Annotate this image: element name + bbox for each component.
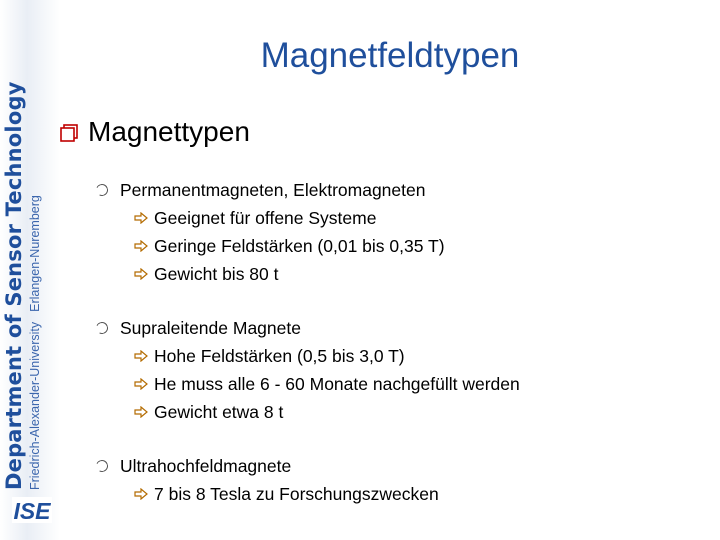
- university-name: Friedrich-Alexander-University: [28, 321, 42, 490]
- bullet-text: Supraleitende Magnete: [120, 317, 301, 338]
- heading-text: Magnettypen: [88, 116, 250, 147]
- arrow-bullet-icon: [134, 268, 148, 280]
- sub-text: Geringe Feldstärken (0,01 bis 0,35 T): [154, 235, 445, 256]
- arrow-bullet-icon: [134, 212, 148, 224]
- sub-text: Hohe Feldstärken (0,5 bis 3,0 T): [154, 345, 405, 366]
- sidebar-branding: [0, 0, 60, 540]
- ise-logo: [12, 497, 52, 523]
- bullet-text: Ultrahochfeldmagnete: [120, 455, 292, 476]
- sub-text: He muss alle 6 - 60 Monate nachgefüllt werden: [154, 373, 520, 394]
- circle-bullet-icon: [94, 182, 109, 197]
- sub-item: [134, 204, 445, 232]
- circle-bullet-icon: [94, 320, 109, 335]
- square-bullet-icon: [60, 124, 78, 142]
- university-location: Erlangen-Nuremberg: [28, 195, 42, 312]
- sub-text: Geeignet für offene Systeme: [154, 207, 377, 228]
- bullet-group: [96, 176, 445, 288]
- bullet-item: [96, 314, 520, 342]
- sidebar-text: [2, 81, 43, 490]
- sub-text: Gewicht bis 80 t: [154, 263, 279, 284]
- bullet-item: [96, 452, 439, 480]
- arrow-bullet-icon: [134, 378, 148, 390]
- slide-title: Magnetfeldtypen: [260, 36, 520, 75]
- arrow-bullet-icon: [134, 350, 148, 362]
- sub-item: [134, 342, 520, 370]
- arrow-bullet-icon: [134, 240, 148, 252]
- sub-item: [134, 370, 520, 398]
- logo-text: ISE: [13, 498, 51, 523]
- circle-bullet-icon: [94, 458, 109, 473]
- sub-item: [134, 480, 439, 508]
- arrow-bullet-icon: [134, 488, 148, 500]
- section-heading: [60, 116, 250, 148]
- sub-text: Gewicht etwa 8 t: [154, 401, 284, 422]
- bullet-group: [96, 314, 520, 426]
- bullet-text: Permanentmagneten, Elektromagneten: [120, 179, 426, 200]
- bullet-group: [96, 452, 439, 508]
- sub-item: [134, 232, 445, 260]
- sub-text: 7 bis 8 Tesla zu Forschungszwecken: [154, 483, 439, 504]
- bullet-item: [96, 176, 445, 204]
- department-name: Department of Sensor Technology: [2, 81, 26, 490]
- sub-item: [134, 260, 445, 288]
- sub-item: [134, 398, 520, 426]
- arrow-bullet-icon: [134, 406, 148, 418]
- university-row: [27, 180, 43, 490]
